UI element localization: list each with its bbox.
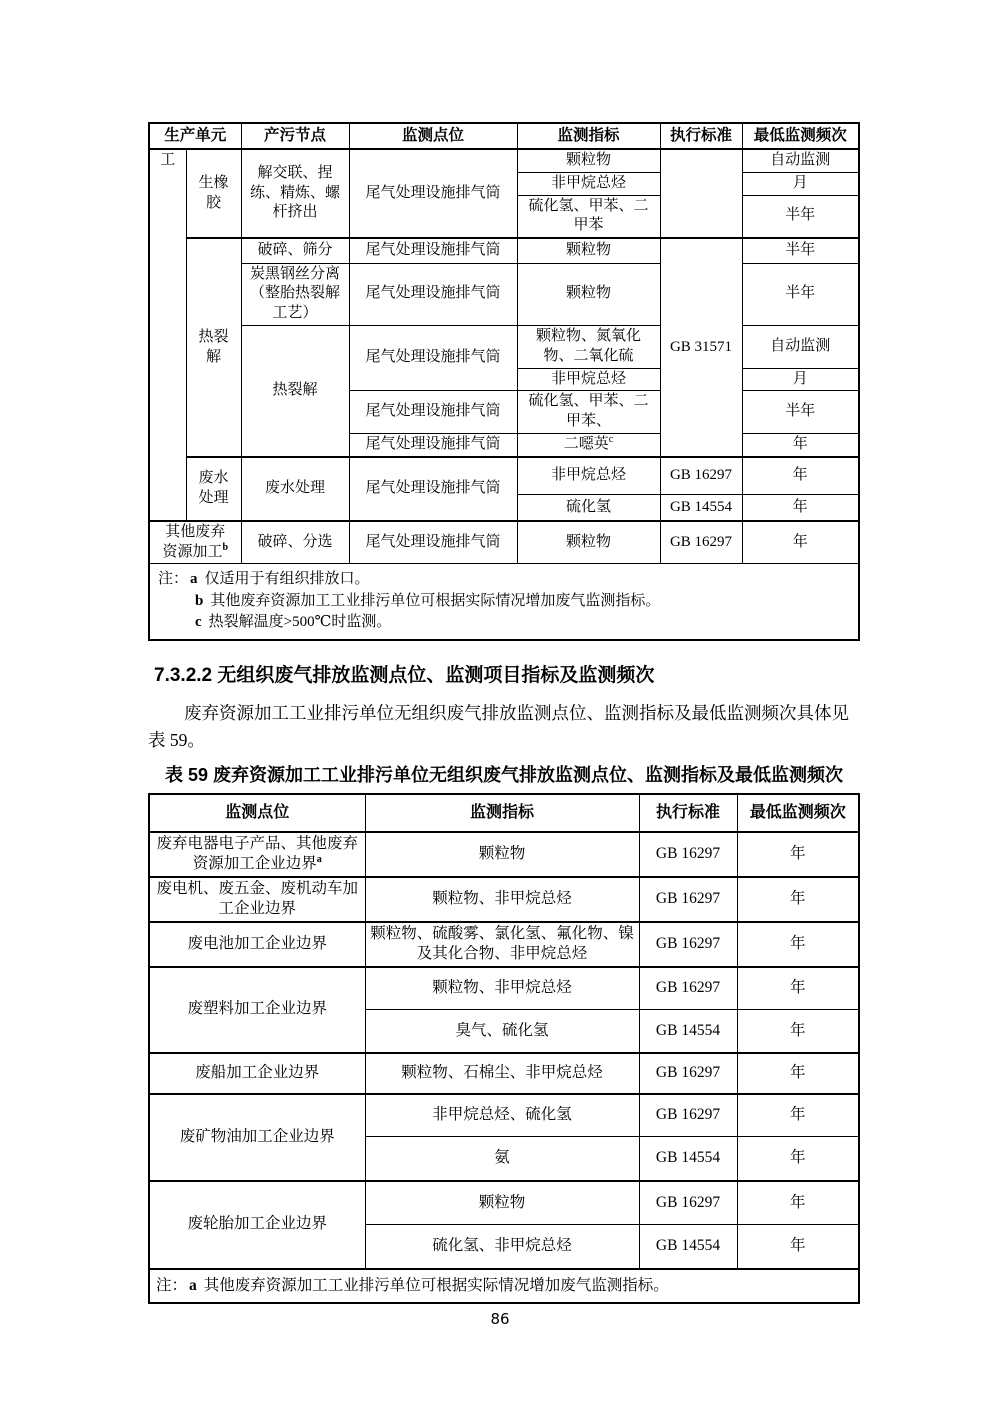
table-row [149,457,859,495]
cell-node: 炭黑钢丝分离（整胎热裂解工艺） [241,263,349,325]
cell-frequency: 年 [737,1181,859,1225]
table-row [149,967,859,1010]
cell-unit: 废水处理 [186,457,241,521]
cell-frequency: 年 [737,832,859,877]
cell-indicator: 二噁英$^c$ [517,434,660,457]
cell-point: 废弃电器电子产品、其他废弃资源加工企业边界$^a$ [149,832,365,877]
section-heading: 7.3.2.2 无组织废气排放监测点位、监测项目指标及监测频次 [154,665,655,687]
table-stack-emissions [148,122,860,641]
cell-frequency: 年 [742,495,859,521]
cell-indicator: 颗粒物 [517,263,660,325]
cell-point: 废船加工企业边界 [149,1053,365,1094]
cell-frequency: 年 [737,877,859,922]
header-standard: 执行标准 [660,123,742,149]
table-notes [149,1269,859,1303]
header-monitoring-point: 监测点位 [149,794,365,832]
page-content [148,122,860,1304]
header-frequency: 最低监测频次 [737,794,859,832]
cell-indicator: 臭气、硫化氢 [365,1010,639,1053]
cell-node: 破碎、筛分 [241,238,349,263]
cell-point: 尾气处理设施排气筒 [349,391,517,434]
cell-point: 尾气处理设施排气筒 [349,326,517,391]
cell-standard: GB 16297 [639,877,737,922]
cell-frequency: 月 [742,368,859,391]
table-row [149,238,859,263]
cell-frequency: 年 [737,1094,859,1137]
cell-indicator: 颗粒物、非甲烷总烃 [365,877,639,922]
header-frequency: 最低监测频次 [742,123,859,149]
header-indicator: 监测指标 [517,123,660,149]
note-b: b 其他废弃资源加工工业排污单位可根据实际情况增加废气监测指标。 [195,592,661,609]
table-header-row [149,794,859,832]
header-indicator: 监测指标 [365,794,639,832]
cell-standard: GB 14554 [639,1010,737,1053]
cell-indicator: 氨 [365,1137,639,1181]
cell-frequency: 年 [737,1137,859,1181]
cell-frequency: 年 [737,967,859,1010]
table-notes-row [149,564,859,640]
cell-standard: GB 16297 [639,922,737,967]
cell-indicator: 颗粒物、硫酸雾、氯化氢、氟化物、镍及其化合物、非甲烷总烃 [365,922,639,967]
cell-standard: GB 16297 [639,1181,737,1225]
cell-frequency: 年 [742,521,859,564]
table59-caption: 表 59 废弃资源加工工业排污单位无组织废气排放监测点位、监测指标及最低监测频次 [164,765,844,786]
cell-frequency: 月 [742,172,859,195]
cell-standard: GB 16297 [639,1053,737,1094]
cell-point: 尾气处理设施排气筒 [349,263,517,325]
table-row [149,263,859,325]
cell-indicator: 颗粒物 [517,521,660,564]
cell-frequency: 年 [737,1053,859,1094]
cell-node: 热裂解 [241,326,349,457]
header-monitoring-point: 监测点位 [349,123,517,149]
cell-point: 废轮胎加工企业边界 [149,1181,365,1269]
cell-standard: GB 16297 [639,832,737,877]
table-row [149,326,859,369]
cell-indicator: 硫化氢 [517,495,660,521]
table-header-row [149,123,859,149]
cell-unit: 热裂解 [186,238,241,457]
table-row [149,521,859,564]
cell-standard: GB 14554 [639,1137,737,1181]
cell-point: 废电机、废五金、废机动车加工企业边界 [149,877,365,922]
header-standard: 执行标准 [639,794,737,832]
cell-indicator: 非甲烷总烃 [517,457,660,495]
cell-indicator: 颗粒物 [365,1181,639,1225]
table-notes [149,564,859,640]
cell-indicator: 颗粒物 [365,832,639,877]
cell-standard: GB 14554 [639,1225,737,1269]
cell-indicator: 颗粒物 [517,149,660,172]
page-number: 86 [490,1310,510,1328]
footnote-marker: a [316,854,322,866]
cell-indicator: 颗粒物 [517,238,660,263]
cell-indicator: 硫化氢、甲苯、二甲苯、 [517,391,660,434]
table-row [149,149,859,172]
cell-standard: GB 16297 [639,1094,737,1137]
cell-node: 解交联、捏练、精炼、螺杆挤出 [241,149,349,238]
table-row [149,877,859,922]
cell-frequency: 自动监测 [742,149,859,172]
cell-frequency: 半年 [742,391,859,434]
cell-indicator: 非甲烷总烃 [517,368,660,391]
cell-unit-overflow: 工 [149,149,186,521]
header-production-unit: 生产单元 [149,123,241,149]
cell-indicator: 颗粒物、石棉尘、非甲烷总烃 [365,1053,639,1094]
cell-indicator: 非甲烷总烃 [517,172,660,195]
cell-indicator: 硫化氢、甲苯、二甲苯 [517,195,660,238]
cell-frequency: 半年 [742,238,859,263]
cell-frequency: 半年 [742,263,859,325]
cell-unit: 其他废弃 资源加工$^b$ [149,521,241,564]
cell-frequency: 年 [742,434,859,457]
cell-frequency: 半年 [742,195,859,238]
body-paragraph: 废弃资源加工工业排污单位无组织废气排放监测点位、监测指标及最低监测频次具体见表 59。 [148,703,849,751]
cell-indicator: 非甲烷总烃、硫化氢 [365,1094,639,1137]
table-row [149,922,859,967]
cell-point: 尾气处理设施排气筒 [349,521,517,564]
table-59-fugitive-emissions [148,793,860,1304]
cell-standard: GB 16297 [660,521,742,564]
cell-point: 废电池加工企业边界 [149,922,365,967]
cell-indicator: 硫化氢、非甲烷总烃 [365,1225,639,1269]
table-notes-row [149,1269,859,1303]
cell-point: 尾气处理设施排气筒 [349,238,517,263]
footnote-marker: b [222,541,229,553]
cell-unit: 生橡胶 [186,149,241,238]
cell-frequency: 年 [737,1225,859,1269]
note-a: 注： a 其他废弃资源加工工业排污单位可根据实际情况增加废气监测指标。 [156,1276,669,1294]
note-c: c 热裂解温度>500℃时监测。 [195,614,392,631]
cell-standard-empty [660,149,742,238]
cell-standard: GB 16297 [660,457,742,495]
header-pollution-node: 产污节点 [241,123,349,149]
footnote-marker: c [608,434,614,446]
cell-point: 废塑料加工企业边界 [149,967,365,1053]
cell-node: 废水处理 [241,457,349,521]
cell-frequency: 年 [742,457,859,495]
cell-frequency: 年 [737,1010,859,1053]
cell-standard: GB 14554 [660,495,742,521]
table-row [149,1181,859,1225]
note-a: 注： a 仅适用于有组织排放口。 [158,571,370,588]
cell-indicator: 颗粒物、非甲烷总烃 [365,967,639,1010]
cell-indicator: 颗粒物、氮氧化物、二氧化硫 [517,326,660,369]
cell-frequency: 自动监测 [742,326,859,369]
cell-standard: GB 31571 [660,238,742,457]
cell-point: 废矿物油加工企业边界 [149,1094,365,1181]
cell-frequency: 年 [737,922,859,967]
cell-point: 尾气处理设施排气筒 [349,434,517,457]
cell-point: 尾气处理设施排气筒 [349,149,517,238]
table-row [149,1053,859,1094]
table-row [149,1094,859,1137]
cell-standard: GB 16297 [639,967,737,1010]
table-row [149,832,859,877]
cell-point: 尾气处理设施排气筒 [349,457,517,521]
cell-node: 破碎、分选 [241,521,349,564]
